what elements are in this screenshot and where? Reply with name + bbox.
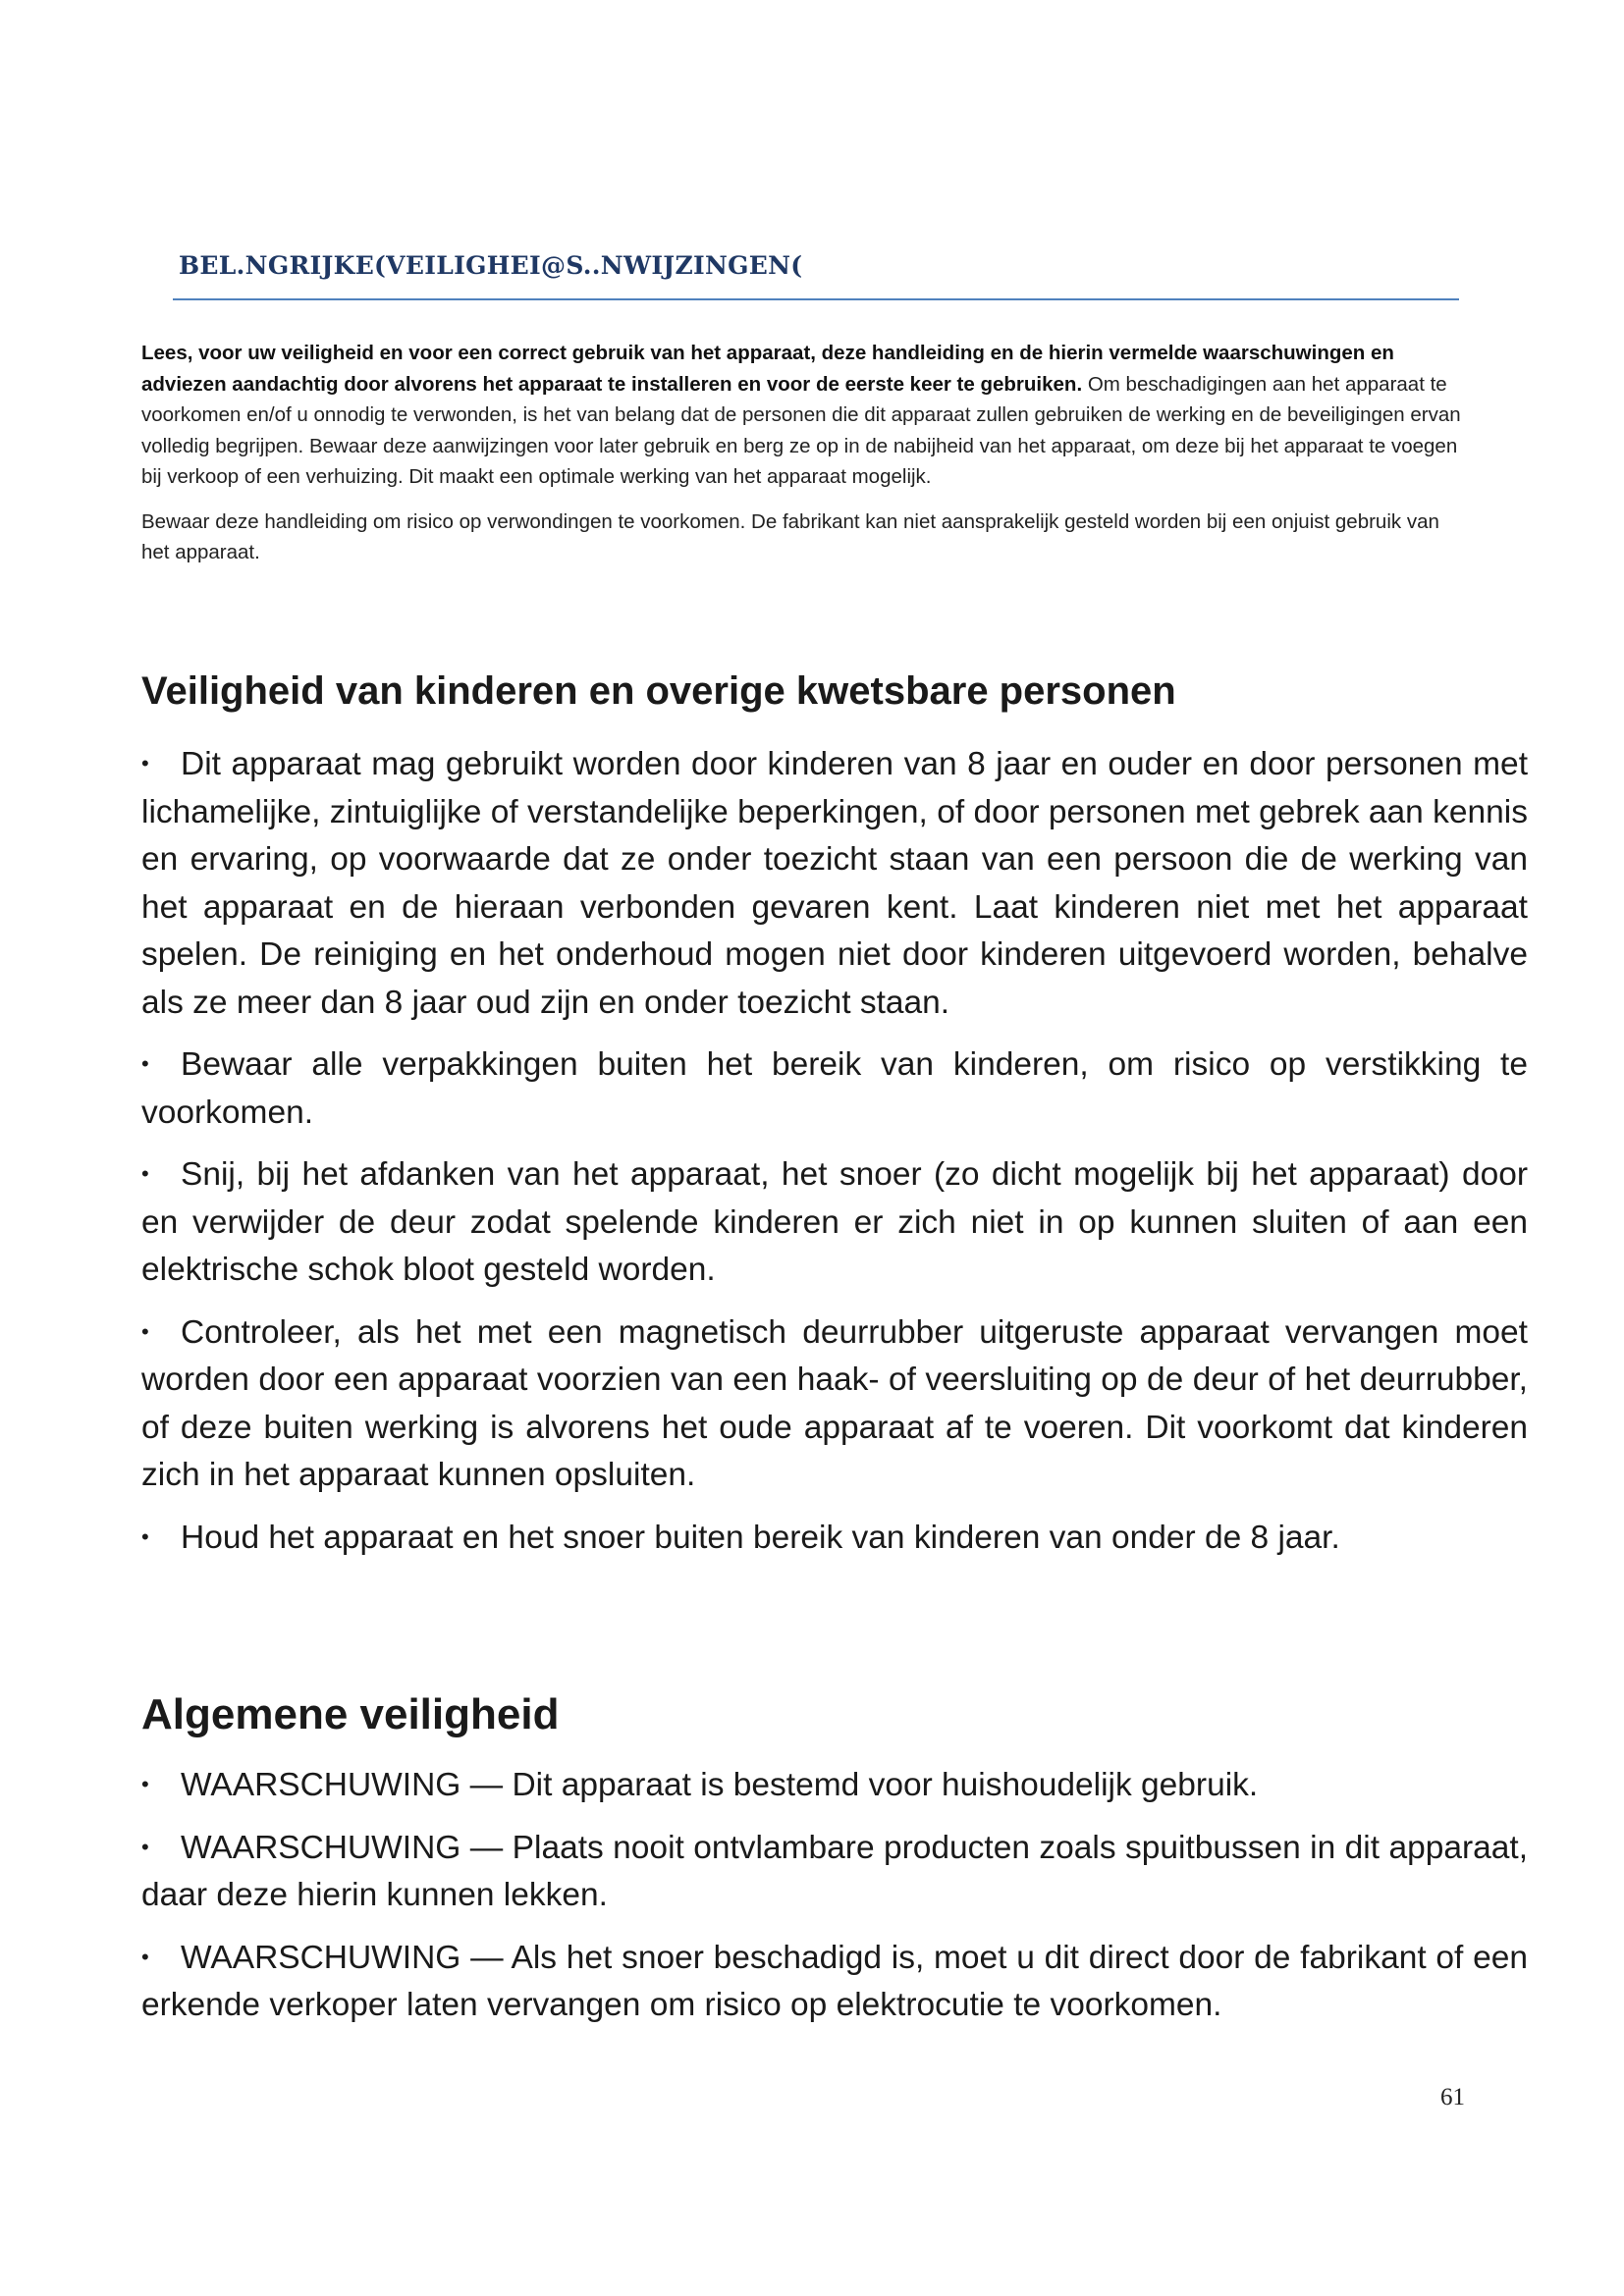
list-item <box>141 1934 1528 2030</box>
bullet-icon: • <box>141 751 149 775</box>
list-item <box>141 1308 1528 1500</box>
list-item <box>141 1041 1528 1137</box>
intro-paragraph-2: Bewaar deze handleiding om risico op verwondingen te voorkomen. De fabrikant kan niet aansprakelijk gesteld worden bij een onjuist gebruik van het apparaat. <box>141 509 1439 563</box>
list-item <box>141 1824 1528 1920</box>
list-item-text: Snij, bij het afdanken van het apparaat, het snoer (zo dicht mogelijk bij het apparaat) door en verwijder de deur zodat spelende kinderen er zich niet in op kunnen sluiten of aan een elektrische schok bloot gesteld worden. <box>141 1156 1528 1288</box>
bullet-icon: • <box>141 1834 149 1859</box>
bullet-icon: • <box>141 1318 149 1344</box>
list-item-text: WAARSCHUWING — Dit apparaat is bestemd voor huishoudelijk gebruik. <box>181 1767 1259 1803</box>
list-item <box>141 1514 1528 1563</box>
list-item-text: WAARSCHUWING — Plaats nooit ontvlambare producten zoals spuitbussen in dit apparaat, daar deze hierin kunnen lekken. <box>141 1829 1528 1913</box>
page-number: 61 <box>1440 2084 1465 2110</box>
bullet-icon: • <box>141 1523 149 1549</box>
list-item-text: Controleer, als het met een magnetisch deurrubber uitgeruste apparaat vervangen moet worden door een apparaat voorzien van een haak- of veersluiting op de deur of het deurrubber, of deze buiten werking is alvorens het oude apparaat af te voeren. Dit voorkomt dat kinderen zich in het apparaat kunnen opsluiten. <box>141 1313 1528 1493</box>
list-item-text: WAARSCHUWING — Als het snoer beschadigd is, moet u dit direct door de fabrikant of een erkende verkoper laten vervangen om risico op elektrocutie te voorkomen. <box>141 1939 1528 2023</box>
list-item <box>141 1150 1528 1295</box>
bullet-icon: • <box>141 1051 149 1076</box>
bullet-icon: • <box>141 1772 149 1796</box>
intro-block <box>141 338 1467 568</box>
list-item-text: Dit apparaat mag gebruikt worden door kinderen van 8 jaar en ouder en door personen met lichamelijke, zintuiglijke of verstandelijke beperkingen, of door personen met gebrek aan kennis en ervaring, op voorwaarde dat ze onder toezicht staan van een persoon die de werking van het apparaat en de hieraan verbonden gevaren kent. Laat kinderen niet met het apparaat spelen. De reiniging en het onderhoud mogen niet door kinderen uitgevoerd worden, behalve als ze meer dan 8 jaar oud zijn en onder toezicht staan. <box>141 746 1528 1021</box>
children-safety-heading: Veiligheid van kinderen en overige kwetsbare personen <box>141 669 1176 713</box>
intro-paragraph <box>141 338 1467 493</box>
children-safety-list <box>141 740 1528 1575</box>
bullet-icon: • <box>141 1161 149 1186</box>
general-safety-heading: Algemene veiligheid <box>141 1690 560 1738</box>
heading-divider <box>173 298 1459 300</box>
intro-body-text: Om beschadigingen aan het apparaat te voorkomen en/of u onnodig te verwonden, is het van belang dat de personen die dit apparaat zullen gebruiken de werking en de beveiligingen ervan volledig begrijpen. Bewaar deze aanwijzingen voor later gebruik en berg ze op in de nabijheid van het apparaat, om deze bij het apparaat te voegen bij verkoop of een verhuizing. Dit maakt een optimale werking van het apparaat mogelijk. <box>141 372 1461 488</box>
intro-bold-text: Lees, voor uw veiligheid en voor een correct gebruik van het apparaat, deze handleiding en de hierin vermelde waarschuwingen en adviezen aandachtig door alvorens het apparaat te installeren en voor de eerste keer te gebruiken. <box>141 342 1394 396</box>
list-item <box>141 1761 1528 1810</box>
list-item <box>141 740 1528 1027</box>
section-title: BEL.NGRIJKE(VEILIGHEI@S..NWIJZINGEN( <box>179 251 803 280</box>
list-item-text: Houd het apparaat en het snoer buiten bereik van kinderen van onder de 8 jaar. <box>181 1519 1340 1556</box>
bullet-icon: • <box>141 1944 149 1969</box>
general-safety-list <box>141 1761 1528 2044</box>
list-item-text: Bewaar alle verpakkingen buiten het bereik van kinderen, om risico op verstikking te voorkomen. <box>141 1046 1528 1131</box>
